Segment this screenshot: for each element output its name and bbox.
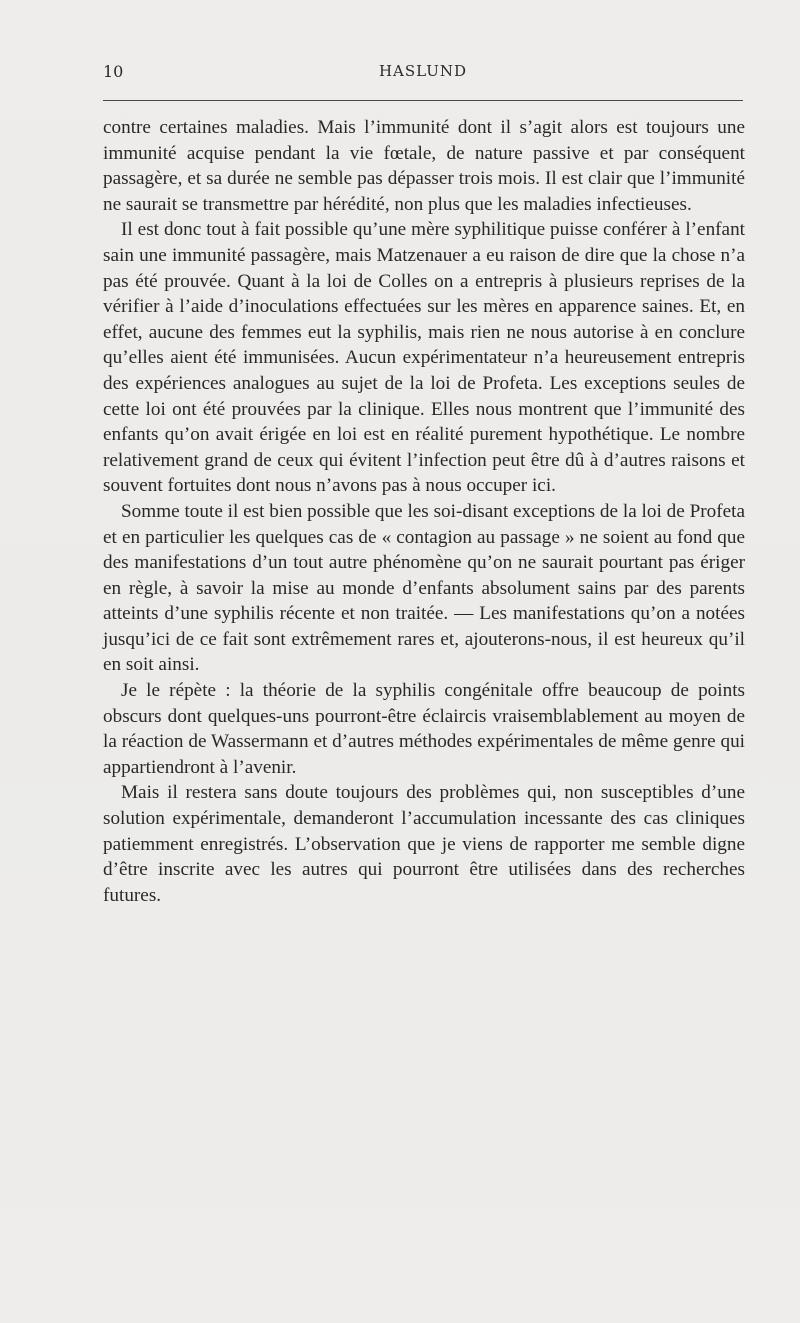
page-header bbox=[103, 62, 743, 86]
paragraph: Mais il restera sans doute toujours des problèmes qui, non susceptibles d’une solution expérimentale, demanderont l’accumulation incessante des cas cliniques patiemment enregistrés. L’observation que je viens de rapporter me semble digne d’être inscrite avec les autres qui pourront être utilisées dans des recherches futures. bbox=[103, 782, 745, 906]
paragraph: contre certaines maladies. Mais l’immunité dont il s’agit alors est toujours une immunité acquise pendant la vie fœtale, de nature passive et par conséquent passagère, et sa durée ne semble pas dépasser trois mois. Il est clair que l’immunité ne saurait se transmettre par hérédité, non plus que les maladies infectieuses. bbox=[103, 117, 745, 215]
page-number: 10 bbox=[103, 62, 124, 81]
paragraph: Il est donc tout à fait possible qu’une mère syphilitique puisse conférer à l’enfant sain une immunité passagère, mais Matzenauer a eu raison de dire que la chose n’a pas été prouvée. Quant à la loi de Colles on a entrepris à plusieurs reprises de la vérifier à l’aide d’inoculations effectuées sur les mères en apparence saines. Et, en effet, aucune des femmes eut la syphilis, mais rien ne nous autorise à en conclure qu’elles aient été immunisées. Aucun expérimentateur n’a heureusement entrepris des expériences analogues au sujet de la loi de Profeta. Les exceptions seules de cette loi ont été prouvées par la clinique. Elles nous montrent que l’immunité des enfants qu’on avait érigée en loi est en réalité purement hypothétique. Le nombre relativement grand de ceux qui évitent l’infection peut être dû à d’autres raisons et souvent fortuites dont nous n’avons pas à nous occuper ici. bbox=[103, 219, 745, 497]
header-rule bbox=[103, 100, 743, 101]
body-text bbox=[103, 115, 745, 908]
paragraph: Je le répète : la théorie de la syphilis congénitale offre beaucoup de points obscurs dont quelques-uns pourront-être éclaircis vraisemblablement au moyen de la réaction de Wassermann et d’autres méthodes expérimentales de même genre qui appartiendront à l’avenir. bbox=[103, 680, 745, 778]
paragraph: Somme toute il est bien possible que les soi-disant exceptions de la loi de Profeta et en particulier les quelques cas de « contagion au passage » ne soient au fond que des manifestations d’un tout autre phénomène qu’on ne saurait pourtant pas ériger en règle, à savoir la mise au monde d’enfants absolument sains par des parents atteints d’une syphilis récente et non traitée. — Les manifestations qu’on a notées jusqu’ici de ce fait sont extrêmement rares et, ajouterons-nous, il est heureux qu’il en soit ainsi. bbox=[103, 500, 745, 676]
running-title: HASLUND bbox=[378, 62, 468, 80]
